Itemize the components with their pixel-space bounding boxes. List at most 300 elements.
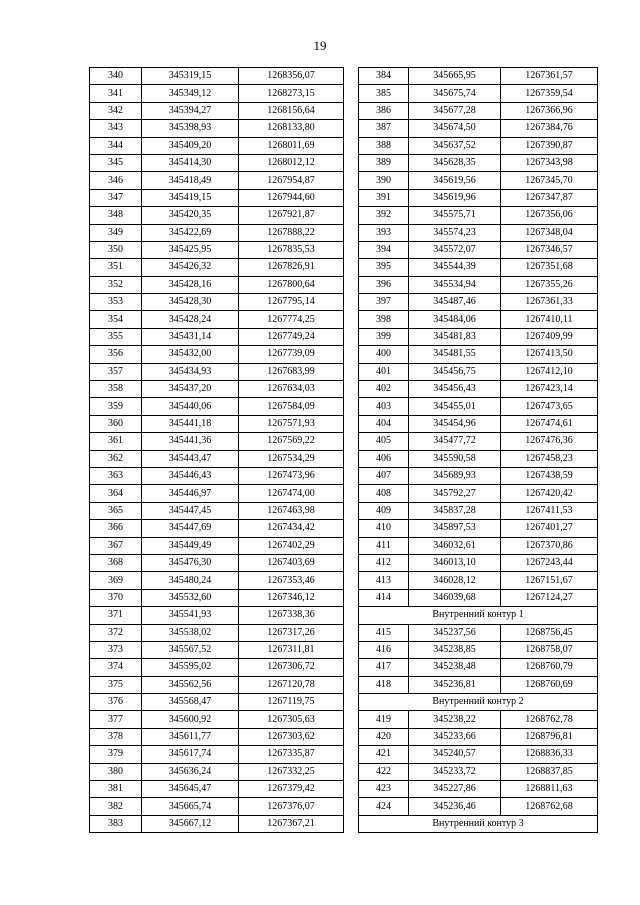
x-coordinate-cell: 345595,02 xyxy=(142,659,239,676)
y-coordinate-cell: 1267356,06 xyxy=(501,207,598,224)
y-coordinate-cell: 1267835,53 xyxy=(239,241,344,258)
y-coordinate-cell: 1267463,98 xyxy=(239,502,344,519)
table-row xyxy=(90,763,344,780)
x-coordinate-cell: 345446,43 xyxy=(142,467,239,484)
x-coordinate-cell: 345619,56 xyxy=(409,172,501,189)
y-coordinate-cell: 1267474,61 xyxy=(501,415,598,432)
point-number-cell: 382 xyxy=(90,798,142,815)
x-coordinate-cell: 345689,93 xyxy=(409,467,501,484)
x-coordinate-cell: 345447,45 xyxy=(142,502,239,519)
table-row xyxy=(359,763,598,780)
y-coordinate-cell: 1267348,04 xyxy=(501,224,598,241)
point-number-cell: 366 xyxy=(90,520,142,537)
x-coordinate-cell: 345456,43 xyxy=(409,381,501,398)
x-coordinate-cell: 345236,46 xyxy=(409,798,501,815)
x-coordinate-cell: 345628,35 xyxy=(409,154,501,171)
y-coordinate-cell: 1267474,00 xyxy=(239,485,344,502)
y-coordinate-cell: 1267332,25 xyxy=(239,763,344,780)
y-coordinate-cell: 1267355,26 xyxy=(501,276,598,293)
x-coordinate-cell: 345837,28 xyxy=(409,502,501,519)
point-number-cell: 374 xyxy=(90,659,142,676)
table-row xyxy=(90,259,344,276)
table-row xyxy=(90,154,344,171)
table-row xyxy=(359,433,598,450)
table-row xyxy=(90,520,344,537)
x-coordinate-cell: 345619,96 xyxy=(409,189,501,206)
y-coordinate-cell: 1268760,79 xyxy=(501,659,598,676)
x-coordinate-cell: 345449,49 xyxy=(142,537,239,554)
y-coordinate-cell: 1267409,99 xyxy=(501,328,598,345)
point-number-cell: 349 xyxy=(90,224,142,241)
y-coordinate-cell: 1267305,63 xyxy=(239,711,344,728)
table-row xyxy=(359,381,598,398)
x-coordinate-cell: 345897,53 xyxy=(409,520,501,537)
x-coordinate-cell: 345575,71 xyxy=(409,207,501,224)
table-row xyxy=(90,68,344,85)
table-row xyxy=(359,224,598,241)
point-number-cell: 353 xyxy=(90,294,142,311)
y-coordinate-cell: 1267423,14 xyxy=(501,381,598,398)
point-number-cell: 400 xyxy=(359,346,409,363)
point-number-cell: 379 xyxy=(90,746,142,763)
y-coordinate-cell: 1267346,57 xyxy=(501,241,598,258)
point-number-cell: 346 xyxy=(90,172,142,189)
y-coordinate-cell: 1268796,81 xyxy=(501,728,598,745)
x-coordinate-cell: 345349,12 xyxy=(142,85,239,102)
point-number-cell: 348 xyxy=(90,207,142,224)
y-coordinate-cell: 1267749,24 xyxy=(239,328,344,345)
y-coordinate-cell: 1268811,63 xyxy=(501,781,598,798)
x-coordinate-cell: 345590,58 xyxy=(409,450,501,467)
y-coordinate-cell: 1268356,07 xyxy=(239,68,344,85)
point-number-cell: 413 xyxy=(359,572,409,589)
x-coordinate-cell: 345238,22 xyxy=(409,711,501,728)
x-coordinate-cell: 345454,96 xyxy=(409,415,501,432)
table-row xyxy=(90,346,344,363)
y-coordinate-cell: 1267473,65 xyxy=(501,398,598,415)
x-coordinate-cell: 345236,81 xyxy=(409,676,501,693)
x-coordinate-cell: 345636,24 xyxy=(142,763,239,780)
point-number-cell: 409 xyxy=(359,502,409,519)
page-number: 19 xyxy=(313,38,327,53)
y-coordinate-cell: 1268011,69 xyxy=(239,137,344,154)
y-coordinate-cell: 1267401,27 xyxy=(501,520,598,537)
y-coordinate-cell: 1268012,12 xyxy=(239,154,344,171)
x-coordinate-cell: 345447,69 xyxy=(142,520,239,537)
point-number-cell: 388 xyxy=(359,137,409,154)
x-coordinate-cell: 345398,93 xyxy=(142,120,239,137)
table-row xyxy=(90,728,344,745)
x-coordinate-cell: 345541,93 xyxy=(142,607,239,624)
point-number-cell: 402 xyxy=(359,381,409,398)
y-coordinate-cell: 1267438,59 xyxy=(501,467,598,484)
table-row xyxy=(359,798,598,815)
y-coordinate-cell: 1267361,33 xyxy=(501,294,598,311)
point-number-cell: 416 xyxy=(359,641,409,658)
point-number-cell: 405 xyxy=(359,433,409,450)
x-coordinate-cell: 345544,39 xyxy=(409,259,501,276)
x-coordinate-cell: 345677,28 xyxy=(409,102,501,119)
point-number-cell: 398 xyxy=(359,311,409,328)
y-coordinate-cell: 1267402,29 xyxy=(239,537,344,554)
table-row xyxy=(90,241,344,258)
x-coordinate-cell: 345532,60 xyxy=(142,589,239,606)
point-number-cell: 383 xyxy=(90,815,142,832)
point-number-cell: 422 xyxy=(359,763,409,780)
y-coordinate-cell: 1267376,07 xyxy=(239,798,344,815)
table-row xyxy=(90,207,344,224)
x-coordinate-cell: 345441,18 xyxy=(142,415,239,432)
y-coordinate-cell: 1267351,68 xyxy=(501,259,598,276)
point-number-cell: 341 xyxy=(90,85,142,102)
x-coordinate-cell: 345665,95 xyxy=(409,68,501,85)
y-coordinate-cell: 1267347,87 xyxy=(501,189,598,206)
point-number-cell: 350 xyxy=(90,241,142,258)
table-row xyxy=(90,676,344,693)
x-coordinate-cell: 345792,27 xyxy=(409,485,501,502)
point-number-cell: 352 xyxy=(90,276,142,293)
x-coordinate-cell: 345637,52 xyxy=(409,137,501,154)
point-number-cell: 385 xyxy=(359,85,409,102)
table-row xyxy=(90,224,344,241)
x-coordinate-cell: 345574,23 xyxy=(409,224,501,241)
point-number-cell: 403 xyxy=(359,398,409,415)
point-number-cell: 375 xyxy=(90,676,142,693)
table-row xyxy=(359,137,598,154)
point-number-cell: 376 xyxy=(90,694,142,711)
table-row xyxy=(90,381,344,398)
point-number-cell: 357 xyxy=(90,363,142,380)
x-coordinate-cell: 345428,16 xyxy=(142,276,239,293)
section-row xyxy=(359,694,598,711)
table-row xyxy=(90,294,344,311)
y-coordinate-cell: 1268133,80 xyxy=(239,120,344,137)
point-number-cell: 356 xyxy=(90,346,142,363)
x-coordinate-cell: 345237,56 xyxy=(409,624,501,641)
x-coordinate-cell: 345425,95 xyxy=(142,241,239,258)
table-row xyxy=(90,311,344,328)
y-coordinate-cell: 1267826,91 xyxy=(239,259,344,276)
table-row xyxy=(90,85,344,102)
table-row xyxy=(90,485,344,502)
table-row xyxy=(90,781,344,798)
x-coordinate-cell: 345426,32 xyxy=(142,259,239,276)
y-coordinate-cell: 1267888,22 xyxy=(239,224,344,241)
x-coordinate-cell: 345428,24 xyxy=(142,311,239,328)
point-number-cell: 404 xyxy=(359,415,409,432)
point-number-cell: 401 xyxy=(359,363,409,380)
table-row xyxy=(359,259,598,276)
table-row xyxy=(90,328,344,345)
x-coordinate-cell: 346032,61 xyxy=(409,537,501,554)
table-row xyxy=(90,798,344,815)
point-number-cell: 378 xyxy=(90,728,142,745)
table-row xyxy=(90,363,344,380)
point-number-cell: 354 xyxy=(90,311,142,328)
point-number-cell: 394 xyxy=(359,241,409,258)
y-coordinate-cell: 1267390,87 xyxy=(501,137,598,154)
point-number-cell: 406 xyxy=(359,450,409,467)
table-row xyxy=(90,189,344,206)
x-coordinate-cell: 345394,27 xyxy=(142,102,239,119)
x-coordinate-cell: 345484,06 xyxy=(409,311,501,328)
y-coordinate-cell: 1267800,64 xyxy=(239,276,344,293)
section-heading-cell: Внутренний контур 2 xyxy=(359,694,598,711)
table-row xyxy=(90,711,344,728)
y-coordinate-cell: 1267370,86 xyxy=(501,537,598,554)
table-row xyxy=(359,781,598,798)
x-coordinate-cell: 345567,52 xyxy=(142,641,239,658)
y-coordinate-cell: 1267795,14 xyxy=(239,294,344,311)
y-coordinate-cell: 1267413,50 xyxy=(501,346,598,363)
y-coordinate-cell: 1267458,23 xyxy=(501,450,598,467)
point-number-cell: 407 xyxy=(359,467,409,484)
x-coordinate-cell: 345233,66 xyxy=(409,728,501,745)
point-number-cell: 377 xyxy=(90,711,142,728)
table-row xyxy=(90,120,344,137)
y-coordinate-cell: 1267954,87 xyxy=(239,172,344,189)
y-coordinate-cell: 1267379,42 xyxy=(239,781,344,798)
table-row xyxy=(90,172,344,189)
table-row xyxy=(359,398,598,415)
point-number-cell: 417 xyxy=(359,659,409,676)
table-row xyxy=(359,554,598,571)
point-number-cell: 351 xyxy=(90,259,142,276)
y-coordinate-cell: 1267343,98 xyxy=(501,154,598,171)
section-heading-cell: Внутренний контур 3 xyxy=(359,815,598,832)
point-number-cell: 415 xyxy=(359,624,409,641)
y-coordinate-cell: 1268837,85 xyxy=(501,763,598,780)
point-number-cell: 399 xyxy=(359,328,409,345)
y-coordinate-cell: 1267119,75 xyxy=(239,694,344,711)
x-coordinate-cell: 346013,10 xyxy=(409,554,501,571)
x-coordinate-cell: 346039,68 xyxy=(409,589,501,606)
x-coordinate-cell: 345480,24 xyxy=(142,572,239,589)
point-number-cell: 369 xyxy=(90,572,142,589)
x-coordinate-cell: 345611,77 xyxy=(142,728,239,745)
point-number-cell: 340 xyxy=(90,68,142,85)
y-coordinate-cell: 1267361,57 xyxy=(501,68,598,85)
point-number-cell: 389 xyxy=(359,154,409,171)
point-number-cell: 372 xyxy=(90,624,142,641)
y-coordinate-cell: 1267359,54 xyxy=(501,85,598,102)
y-coordinate-cell: 1267335,87 xyxy=(239,746,344,763)
coordinates-table-right xyxy=(358,67,598,833)
y-coordinate-cell: 1267243,44 xyxy=(501,554,598,571)
point-number-cell: 418 xyxy=(359,676,409,693)
y-coordinate-cell: 1267634,03 xyxy=(239,381,344,398)
x-coordinate-cell: 345227,86 xyxy=(409,781,501,798)
table-row xyxy=(90,537,344,554)
x-coordinate-cell: 345534,94 xyxy=(409,276,501,293)
y-coordinate-cell: 1267311,81 xyxy=(239,641,344,658)
point-number-cell: 359 xyxy=(90,398,142,415)
y-coordinate-cell: 1267317,26 xyxy=(239,624,344,641)
y-coordinate-cell: 1267366,96 xyxy=(501,102,598,119)
point-number-cell: 408 xyxy=(359,485,409,502)
y-coordinate-cell: 1267420,42 xyxy=(501,485,598,502)
table-row xyxy=(359,172,598,189)
point-number-cell: 368 xyxy=(90,554,142,571)
x-coordinate-cell: 345240,57 xyxy=(409,746,501,763)
y-coordinate-cell: 1267120,78 xyxy=(239,676,344,693)
y-coordinate-cell: 1267683,99 xyxy=(239,363,344,380)
table-row xyxy=(359,68,598,85)
x-coordinate-cell: 345562,56 xyxy=(142,676,239,693)
point-number-cell: 419 xyxy=(359,711,409,728)
x-coordinate-cell: 345476,30 xyxy=(142,554,239,571)
table-row xyxy=(90,450,344,467)
table-row xyxy=(90,624,344,641)
y-coordinate-cell: 1267534,29 xyxy=(239,450,344,467)
x-coordinate-cell: 345440,06 xyxy=(142,398,239,415)
y-coordinate-cell: 1267403,69 xyxy=(239,554,344,571)
point-number-cell: 410 xyxy=(359,520,409,537)
point-number-cell: 420 xyxy=(359,728,409,745)
point-number-cell: 367 xyxy=(90,537,142,554)
table-row xyxy=(90,554,344,571)
x-coordinate-cell: 345434,93 xyxy=(142,363,239,380)
y-coordinate-cell: 1268273,15 xyxy=(239,85,344,102)
y-coordinate-cell: 1267303,62 xyxy=(239,728,344,745)
table-row xyxy=(90,659,344,676)
y-coordinate-cell: 1268758,07 xyxy=(501,641,598,658)
table-row xyxy=(359,641,598,658)
y-coordinate-cell: 1267569,22 xyxy=(239,433,344,450)
point-number-cell: 411 xyxy=(359,537,409,554)
point-number-cell: 423 xyxy=(359,781,409,798)
table-row xyxy=(359,346,598,363)
coordinates-table-left xyxy=(89,67,344,833)
point-number-cell: 370 xyxy=(90,589,142,606)
table-row xyxy=(90,694,344,711)
table-row xyxy=(90,641,344,658)
y-coordinate-cell: 1268756,45 xyxy=(501,624,598,641)
table-row xyxy=(359,120,598,137)
point-number-cell: 371 xyxy=(90,607,142,624)
table-row xyxy=(359,311,598,328)
table-row xyxy=(359,415,598,432)
point-number-cell: 347 xyxy=(90,189,142,206)
section-row xyxy=(359,607,598,624)
y-coordinate-cell: 1267476,36 xyxy=(501,433,598,450)
table-row xyxy=(359,589,598,606)
table-row xyxy=(90,607,344,624)
table-row xyxy=(359,746,598,763)
x-coordinate-cell: 345617,74 xyxy=(142,746,239,763)
point-number-cell: 363 xyxy=(90,467,142,484)
point-number-cell: 342 xyxy=(90,102,142,119)
table-row xyxy=(359,624,598,641)
point-number-cell: 344 xyxy=(90,137,142,154)
y-coordinate-cell: 1268762,68 xyxy=(501,798,598,815)
x-coordinate-cell: 345674,50 xyxy=(409,120,501,137)
table-row xyxy=(359,189,598,206)
table-row xyxy=(359,485,598,502)
y-coordinate-cell: 1267571,93 xyxy=(239,415,344,432)
table-row xyxy=(90,572,344,589)
table-row xyxy=(359,102,598,119)
point-number-cell: 360 xyxy=(90,415,142,432)
x-coordinate-cell: 345418,49 xyxy=(142,172,239,189)
x-coordinate-cell: 345538,02 xyxy=(142,624,239,641)
x-coordinate-cell: 345477,72 xyxy=(409,433,501,450)
table-row xyxy=(90,815,344,832)
x-coordinate-cell: 345419,15 xyxy=(142,189,239,206)
y-coordinate-cell: 1267411,53 xyxy=(501,502,598,519)
point-number-cell: 392 xyxy=(359,207,409,224)
x-coordinate-cell: 345432,00 xyxy=(142,346,239,363)
y-coordinate-cell: 1267367,21 xyxy=(239,815,344,832)
point-number-cell: 380 xyxy=(90,763,142,780)
x-coordinate-cell: 345441,36 xyxy=(142,433,239,450)
y-coordinate-cell: 1267124,27 xyxy=(501,589,598,606)
x-coordinate-cell: 345645,47 xyxy=(142,781,239,798)
x-coordinate-cell: 345481,55 xyxy=(409,346,501,363)
table-row xyxy=(359,659,598,676)
x-coordinate-cell: 345319,15 xyxy=(142,68,239,85)
table-row xyxy=(90,433,344,450)
x-coordinate-cell: 345456,75 xyxy=(409,363,501,380)
point-number-cell: 362 xyxy=(90,450,142,467)
point-number-cell: 361 xyxy=(90,433,142,450)
x-coordinate-cell: 345600,92 xyxy=(142,711,239,728)
point-number-cell: 390 xyxy=(359,172,409,189)
x-coordinate-cell: 345487,46 xyxy=(409,294,501,311)
y-coordinate-cell: 1267434,42 xyxy=(239,520,344,537)
table-row xyxy=(90,746,344,763)
table-row xyxy=(359,572,598,589)
point-number-cell: 391 xyxy=(359,189,409,206)
x-coordinate-cell: 345437,20 xyxy=(142,381,239,398)
point-number-cell: 364 xyxy=(90,485,142,502)
x-coordinate-cell: 345233,72 xyxy=(409,763,501,780)
table-row xyxy=(90,398,344,415)
point-number-cell: 365 xyxy=(90,502,142,519)
x-coordinate-cell: 345446,97 xyxy=(142,485,239,502)
y-coordinate-cell: 1267306,72 xyxy=(239,659,344,676)
point-number-cell: 397 xyxy=(359,294,409,311)
table-row xyxy=(359,207,598,224)
x-coordinate-cell: 345422,69 xyxy=(142,224,239,241)
table-row xyxy=(359,363,598,380)
point-number-cell: 381 xyxy=(90,781,142,798)
table-row xyxy=(359,520,598,537)
y-coordinate-cell: 1267473,96 xyxy=(239,467,344,484)
point-number-cell: 345 xyxy=(90,154,142,171)
x-coordinate-cell: 345455,01 xyxy=(409,398,501,415)
table-row xyxy=(359,502,598,519)
table-row xyxy=(359,294,598,311)
y-coordinate-cell: 1267921,87 xyxy=(239,207,344,224)
table-row xyxy=(359,241,598,258)
x-coordinate-cell: 345481,83 xyxy=(409,328,501,345)
point-number-cell: 343 xyxy=(90,120,142,137)
point-number-cell: 396 xyxy=(359,276,409,293)
x-coordinate-cell: 345443,47 xyxy=(142,450,239,467)
right-table-body xyxy=(359,68,598,833)
x-coordinate-cell: 346028,12 xyxy=(409,572,501,589)
x-coordinate-cell: 345420,35 xyxy=(142,207,239,224)
x-coordinate-cell: 345414,30 xyxy=(142,154,239,171)
table-row xyxy=(90,589,344,606)
x-coordinate-cell: 345665,74 xyxy=(142,798,239,815)
x-coordinate-cell: 345568,47 xyxy=(142,694,239,711)
y-coordinate-cell: 1267774,25 xyxy=(239,311,344,328)
table-row xyxy=(90,502,344,519)
table-row xyxy=(90,415,344,432)
table-row xyxy=(359,537,598,554)
